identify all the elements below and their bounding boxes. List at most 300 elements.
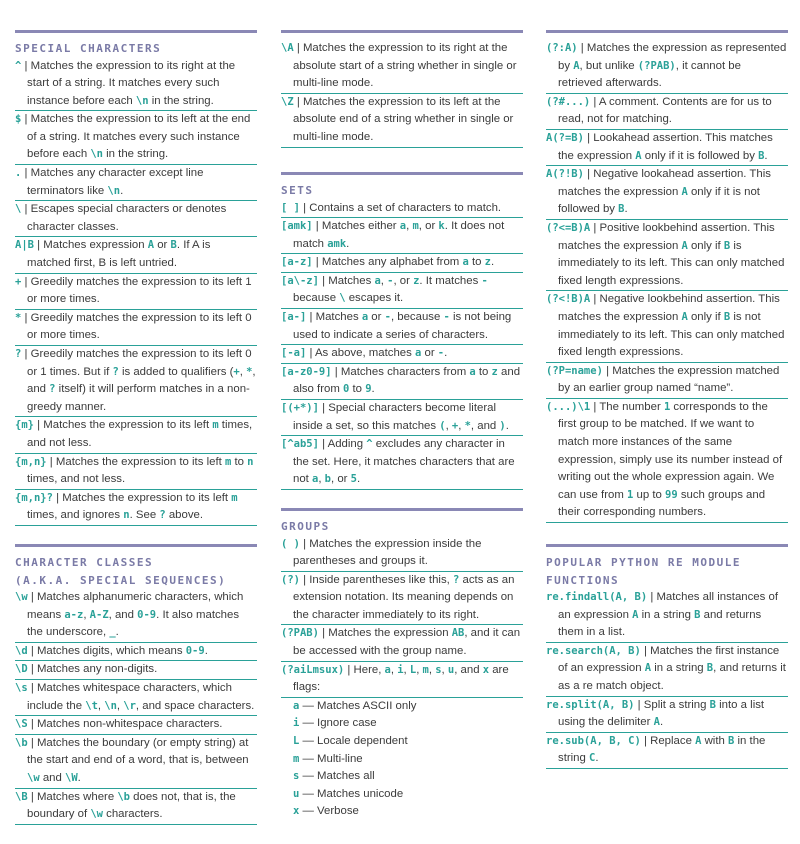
entry: [15, 237, 257, 273]
entry-text: | Matches the expression to its right at the absolute start of a string whether in single or multi-line mode.: [293, 42, 517, 90]
code-token: B: [758, 149, 765, 162]
entry-text: | Matches the expression: [318, 627, 452, 640]
section-bar: [546, 544, 788, 547]
entry-text: .: [505, 419, 509, 432]
entry: [546, 291, 788, 362]
entry-text: acts as an extension notation. Its meaning depends on the character immediately to its right.: [293, 573, 515, 621]
entry-text: | Matches non-whitespace characters.: [27, 718, 223, 731]
entry-list: [15, 589, 257, 825]
section-heading: SPECIAL CHARACTERS: [15, 42, 162, 55]
entry-text: , but unlike: [579, 59, 638, 72]
entry: [15, 201, 257, 237]
entry-text: .: [490, 256, 495, 269]
code-token: \w: [15, 591, 28, 603]
entry: [15, 58, 257, 112]
entry-text: | Adding: [318, 438, 367, 451]
code-token: *: [15, 311, 22, 324]
code-token: m: [212, 419, 219, 432]
code-token: -: [443, 311, 450, 324]
code-token: b: [324, 473, 331, 486]
code-token: (?P=name): [546, 364, 603, 377]
code-token: \s: [15, 681, 28, 694]
entry-text: | Replace: [640, 734, 696, 747]
entry-text: | Matches all instances of an expression: [558, 591, 779, 621]
code-token: (?<!B)A: [546, 293, 591, 306]
code-token: ^: [15, 59, 22, 72]
entry-list: [15, 58, 257, 526]
code-token: [(+*)]: [281, 402, 319, 415]
entry-text: — Locale dependent: [299, 735, 408, 748]
entry: [281, 345, 523, 364]
code-token: A-Z: [89, 608, 109, 621]
entry-text: or: [368, 311, 385, 324]
entry-text: , because: [390, 311, 444, 324]
entry-text: to: [475, 365, 492, 378]
entry-text: excludes any character in the set. Here, it matches characters that are not: [293, 438, 515, 486]
code-token: B: [618, 203, 625, 216]
code-token: m: [231, 491, 238, 504]
entry-text: , and it can be accessed with the group name.: [293, 627, 521, 658]
code-token: i: [397, 663, 404, 676]
code-token: \n: [104, 699, 117, 712]
entry-text: | Negative lookbehind assertion. This matches the expression: [558, 293, 780, 323]
entry: [546, 589, 788, 643]
entry: [15, 680, 257, 716]
flag-item: [281, 751, 523, 769]
flag-item: [281, 803, 523, 821]
entry-text: | Split a string: [634, 698, 710, 711]
code-token: 5: [350, 473, 357, 486]
entry-text: | As above, matches: [306, 347, 415, 360]
sets-section: [281, 172, 523, 490]
entry-list: [546, 40, 788, 523]
flag-item: [281, 733, 523, 751]
entry-text: .: [115, 626, 119, 639]
entry-text: ,: [428, 663, 436, 676]
section-heading: SETS: [281, 184, 314, 197]
entry: [15, 643, 257, 662]
code-token: *: [246, 365, 253, 378]
entry-text: , and: [470, 419, 500, 432]
code-token: a: [361, 311, 369, 324]
entry-text: times, and not less.: [27, 473, 126, 486]
entry: [15, 454, 257, 490]
entry-text: | Matches either: [312, 220, 400, 233]
code-token: 9: [365, 383, 372, 396]
entry-text: because: [293, 292, 340, 305]
entry-text: does not, that is, the boundary of: [27, 790, 236, 821]
code-token: a: [374, 274, 381, 287]
entry-text: ,: [116, 699, 124, 712]
code-token: +: [233, 365, 240, 378]
entry-text: | Positive lookbehind assertion. This matches the expression: [558, 221, 775, 252]
entry: [281, 200, 523, 219]
entry-text: — Matches ASCII only: [299, 699, 417, 712]
code-token: 0: [343, 383, 350, 396]
code-token: A: [681, 185, 688, 198]
entry: [15, 417, 257, 453]
entry-text: ,: [390, 663, 398, 676]
entry-text: | Matches the expression to its right at the start of a string. It matches every such instance before each: [21, 59, 236, 107]
entry: [281, 400, 523, 436]
code-token: \Z: [281, 95, 294, 108]
code-token: B: [694, 608, 701, 621]
section-bar: [15, 30, 257, 33]
entry-text: . It also matches the underscore,: [27, 608, 240, 639]
code-token: B: [170, 239, 177, 252]
entry-text: | Matches expression: [33, 239, 148, 252]
code-token: m: [224, 455, 232, 468]
code-token: A: [573, 59, 580, 72]
code-token: [a\-z]: [281, 274, 319, 287]
code-token: ?: [453, 573, 460, 586]
code-token: u: [293, 787, 300, 800]
entry-text: such groups and their corresponding numbers.: [558, 488, 766, 519]
entry-text: .: [624, 203, 628, 216]
section-bar: [281, 172, 523, 175]
entry-text: | Escapes special characters or denotes character classes.: [21, 203, 227, 233]
entry-text: only if: [687, 239, 724, 252]
entry-list: [281, 536, 523, 698]
code-token: A(?=B): [546, 131, 584, 144]
entry-text: .: [659, 716, 664, 729]
code-token: re.findall(A, B): [546, 591, 648, 603]
entry-text: | Matches alphanumeric characters, which means: [27, 591, 244, 621]
entry-text: , and: [108, 608, 138, 621]
entry-text: , and returns it as a re match object.: [558, 662, 786, 692]
code-token: ( ): [281, 537, 300, 550]
entry-text: | Matches any non-digits.: [27, 663, 158, 676]
entry: [281, 625, 523, 661]
entry-text: ,: [403, 663, 410, 676]
code-token: [amk]: [281, 220, 313, 233]
entry-text: , or: [418, 220, 439, 233]
code-token: B: [723, 310, 731, 323]
code-token: n: [247, 455, 254, 468]
code-token: A: [653, 716, 660, 729]
code-token: *: [464, 419, 471, 432]
entry: [281, 364, 523, 400]
code-token: z: [484, 256, 491, 269]
entry: [15, 789, 257, 825]
entry: [281, 436, 523, 490]
entry-text: is not immediately to its left. This can only matched fixed length expressions.: [558, 310, 785, 359]
code-token: B: [709, 698, 716, 711]
entry-text: times, and ignores: [27, 509, 124, 522]
entry-text: .: [120, 184, 124, 197]
section-heading-sub: FUNCTIONS: [546, 573, 620, 587]
code-token: B: [706, 662, 714, 675]
code-token: L: [409, 663, 417, 676]
code-token: [a-z0-9]: [281, 365, 332, 378]
code-token: {m,n}?: [15, 491, 53, 504]
code-token: ?: [49, 383, 56, 396]
entry: [15, 589, 257, 643]
code-token: _: [109, 626, 116, 639]
entry: [546, 733, 788, 769]
code-token: a: [312, 473, 319, 486]
entry-text: or: [421, 347, 438, 360]
entry-text: | Greedily matches the expression to its left 1 or more times.: [21, 275, 252, 306]
code-token: a: [462, 256, 469, 269]
code-token: m: [412, 220, 419, 233]
entry-text: | Greedily matches the expression to its left 0 or more times.: [21, 311, 252, 342]
entry: [15, 716, 257, 735]
section-heading: POPULAR PYTHON RE MODULE: [546, 556, 741, 569]
entry: [15, 346, 257, 417]
entry-text: | Matches the expression as represented by: [558, 42, 787, 72]
entry-text: | Matches the first instance of an expression: [558, 644, 780, 675]
section-bar: [281, 508, 523, 511]
entry-text: times, and not less.: [27, 419, 253, 449]
entry-text: .: [371, 383, 375, 396]
code-token: 0-9: [137, 608, 157, 621]
code-token: L: [293, 735, 300, 748]
entry-text: in a string: [651, 662, 707, 675]
entry-text: is added to qualifiers (: [118, 365, 234, 378]
code-token: A: [644, 662, 652, 675]
entry-text: only if: [687, 310, 724, 323]
code-token: \w: [27, 771, 40, 784]
code-token: A: [635, 149, 642, 162]
code-token: \n: [107, 184, 121, 197]
entry-text: ,: [441, 663, 448, 676]
entry-text: | Matches the expression to its left: [46, 455, 225, 468]
code-token: \r: [123, 699, 136, 712]
entry-text: . It does not match: [293, 220, 505, 250]
code-token: \B: [15, 790, 28, 803]
code-token: A: [681, 239, 688, 252]
entry: [281, 536, 523, 572]
code-token: x: [482, 663, 490, 676]
entry-list: [281, 200, 523, 491]
code-token: (?<=B)A: [546, 221, 591, 234]
entry: [15, 735, 257, 789]
entry-text: above.: [165, 509, 204, 522]
entry-list: [281, 40, 523, 148]
anchors-section: [281, 30, 523, 148]
code-token: a: [415, 347, 422, 360]
code-token: 0-9: [185, 644, 205, 657]
entry-text: | Matches whitespace characters, which include the: [27, 681, 232, 712]
entry-text: — Matches all: [299, 770, 375, 783]
entry-text: | Negative lookahead assertion. This matches the expression: [558, 168, 771, 198]
entry-text: is not being used to indicate a series of characters.: [293, 311, 512, 341]
section-heading: CHARACTER CLASSES: [15, 556, 154, 569]
entry-text: | Contains a set of characters to match.: [299, 201, 502, 214]
entry-text: .: [444, 347, 448, 360]
python-re-functions-section: [546, 544, 788, 769]
code-token: \W: [65, 771, 78, 784]
code-token: ?: [159, 509, 166, 522]
code-token: [a-z]: [281, 256, 313, 269]
entry-text: in a string: [638, 608, 695, 621]
code-token: amk: [327, 237, 347, 250]
entry: [281, 273, 523, 309]
code-token: \t: [85, 699, 98, 712]
entry: [281, 218, 523, 254]
entry-text: | Here,: [344, 663, 385, 676]
entry-text: ,: [380, 274, 388, 287]
section-heading-sub: (A.K.A. SPECIAL SEQUENCES): [15, 573, 227, 587]
code-token: n: [123, 509, 130, 522]
code-token: re.sub(A, B, C): [546, 734, 641, 747]
code-token: 1: [627, 488, 634, 501]
entry-text: ,: [97, 699, 105, 712]
entry-text: | Matches characters from: [331, 365, 470, 378]
code-token: B: [723, 239, 731, 252]
entry-text: into a list using the delimiter: [558, 698, 765, 729]
section-bar: [281, 30, 523, 33]
entry-text: | Matches any alphabet from: [312, 256, 463, 269]
code-token: A: [147, 239, 155, 252]
entry: [281, 662, 523, 698]
entry: [281, 254, 523, 273]
entry-text: .: [204, 644, 208, 657]
entry-text: .: [77, 771, 81, 784]
groups-section: [281, 508, 523, 821]
entry: [281, 309, 523, 345]
code-token: A|B: [15, 239, 34, 252]
entry-text: | Inside parentheses like this,: [299, 573, 453, 586]
code-token: \: [339, 292, 346, 305]
code-token: .: [15, 167, 22, 180]
section-heading: GROUPS: [281, 520, 330, 533]
entry-text: .: [764, 149, 768, 162]
entry: [546, 40, 788, 94]
entry-text: only if it is not followed by: [558, 185, 760, 216]
code-token: \A: [281, 42, 294, 54]
entry: [546, 399, 788, 523]
code-token: \w: [90, 808, 103, 821]
entry-text: .: [356, 473, 361, 486]
entry: [15, 310, 257, 346]
code-token: -: [387, 274, 394, 287]
code-token: +: [451, 419, 459, 432]
code-token: m: [293, 752, 300, 765]
entry-text: .: [346, 237, 350, 250]
flag-item: [281, 786, 523, 804]
code-token: ?: [112, 365, 119, 378]
entry-text: corresponds to the first group to be matched. If we want to match more instances of the same expression, simply use its number instead of writing out the whole expression again. We can use from: [558, 400, 783, 501]
entry-text: | Matches the boundary (or empty string) at the start and end of a word, that is, between: [27, 736, 249, 767]
entry-text: , or: [393, 274, 414, 287]
code-token: (?aiLmsux): [281, 663, 345, 676]
entry-text: . See: [129, 509, 160, 522]
special-characters-section: [15, 30, 257, 526]
code-token: \b: [15, 736, 28, 749]
code-token: re.search(A, B): [546, 644, 641, 657]
section-bar: [15, 544, 257, 547]
code-token: \n: [135, 94, 149, 107]
flag-list: [281, 698, 523, 821]
entry-text: ,: [416, 663, 423, 676]
entry-text: ,: [83, 608, 90, 621]
code-token: A: [681, 310, 688, 323]
code-token: [a-]: [281, 311, 307, 324]
entry-text: . It matches: [419, 274, 482, 287]
code-token: [ ]: [281, 201, 300, 214]
code-token: z: [491, 365, 498, 378]
entry-text: to: [468, 256, 485, 269]
entry-text: , and space characters.: [135, 699, 255, 712]
entry-text: ,: [239, 365, 247, 378]
code-token: AB: [451, 627, 465, 640]
entry-text: | Matches the expression to its left at the end of a string. It matches every such instance before each: [21, 113, 251, 161]
groups-continued-section: [546, 30, 788, 523]
entry-text: — Ignore case: [299, 717, 377, 730]
entry-text: and returns them in a list.: [558, 608, 762, 639]
code-token: (?:A): [546, 42, 578, 54]
code-token: {m}: [15, 419, 34, 432]
character-classes-section: [15, 544, 257, 825]
entry-text: ,: [458, 419, 465, 432]
entry: [281, 572, 523, 626]
entry-text: — Multi-line: [299, 752, 363, 765]
entry-text: ,: [406, 220, 413, 233]
code-token: A(?!B): [546, 168, 584, 181]
flag-item: [281, 715, 523, 733]
entry-text: up to: [633, 488, 666, 501]
entry: [546, 166, 788, 220]
code-token: [^ab5]: [281, 438, 319, 451]
entry-text: is immediately to its left. This can only matched fixed length expressions.: [558, 239, 785, 287]
code-token: s: [435, 663, 442, 676]
code-token: a: [399, 220, 407, 233]
entry-text: . If A is matched first, B is left untried.: [27, 239, 211, 270]
entry: [15, 490, 257, 526]
entry-text: itself) it will perform matches in a non-greedy manner.: [27, 383, 250, 413]
code-token: u: [447, 663, 455, 676]
entry-text: | Special characters become literal inside a set, so this matches: [293, 402, 496, 432]
code-token: a-z: [64, 608, 84, 621]
code-token: \b: [117, 790, 131, 803]
code-token: a: [293, 699, 300, 712]
entry-text: ,: [318, 473, 325, 486]
code-token: \: [15, 203, 22, 216]
code-token: a: [384, 663, 391, 676]
code-token: \n: [90, 148, 103, 161]
entry: [546, 643, 788, 697]
code-token: -: [384, 311, 391, 324]
entry-text: in the string.: [102, 148, 169, 161]
entry-text: ,: [445, 419, 452, 432]
entry-text: in the string: [558, 734, 766, 765]
entry-text: | Matches any character except line terminators like: [21, 167, 204, 197]
entry-text: , or: [331, 473, 351, 486]
entry: [546, 220, 788, 291]
section-bar: [546, 30, 788, 33]
entry: [546, 363, 788, 399]
code-token: (?PAB): [637, 59, 676, 72]
flag-item: [281, 768, 523, 786]
code-token: s: [293, 770, 300, 783]
code-token: \S: [15, 718, 28, 731]
entry-text: escapes it.: [345, 292, 404, 305]
code-token: ^: [366, 438, 373, 451]
entry-text: | The number: [590, 400, 664, 413]
entry-text: to: [349, 383, 366, 396]
code-token: (?): [281, 573, 300, 586]
entry: [281, 94, 523, 148]
code-token: m: [422, 663, 429, 676]
entry-text: | Matches: [306, 311, 362, 324]
entry: [546, 697, 788, 733]
entry-text: , and: [454, 663, 483, 676]
entry: [15, 661, 257, 680]
code-token: {m,n}: [15, 455, 47, 468]
entry-text: characters.: [102, 808, 163, 821]
